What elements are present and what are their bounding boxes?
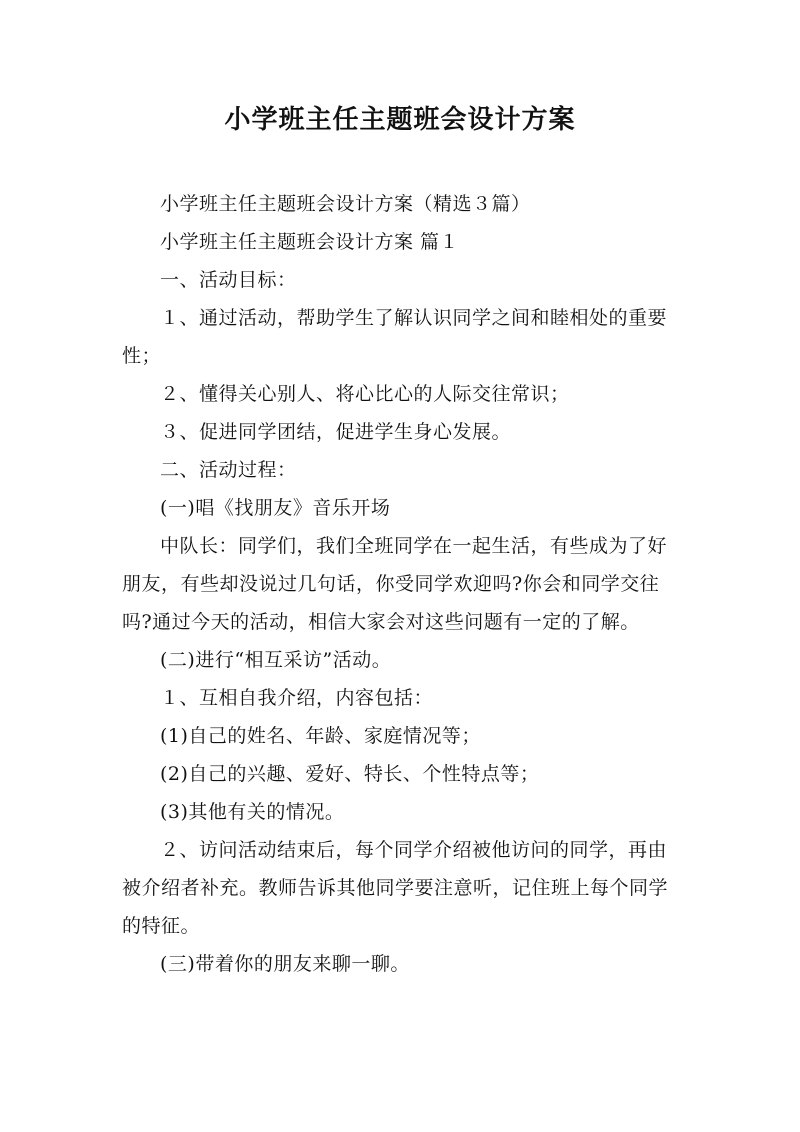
paragraph-interview-summary: ２、访问活动结束后，每个同学介绍被他访问的同学，再由被介绍者补充。教师告诉其他同学要注意听，记住班上每个同学的特征。 bbox=[122, 839, 669, 937]
paragraph-section-one-heading: 一、活动目标： bbox=[160, 269, 297, 291]
paragraph-item-2: (2)自己的兴趣、爱好、特长、个性特点等； bbox=[160, 763, 540, 785]
paragraph-step-2: (二)进行“相互采访”活动。 bbox=[160, 649, 392, 671]
paragraph-intro-title: 小学班主任主题班会设计方案（精选３篇） bbox=[160, 193, 531, 215]
document-body bbox=[122, 185, 682, 983]
paragraph-intro-contents: １、互相自我介绍，内容包括： bbox=[160, 687, 434, 709]
paragraph-article-heading: 小学班主任主题班会设计方案 篇１ bbox=[160, 231, 460, 253]
paragraph-item-1: (1)自己的姓名、年龄、家庭情况等； bbox=[160, 725, 481, 747]
paragraph-leader-speech: 中队长：同学们，我们全班同学在一起生活，有些成为了好朋友，有些却没说过几句话，你受同学欢迎吗?你会和同学交往吗?通过今天的活动，相信大家会对这些问题有一定的了解。 bbox=[122, 535, 668, 633]
paragraph-step-1: (一)唱《找朋友》音乐开场 bbox=[160, 497, 391, 519]
document-title: 小学班主任主题班会设计方案 bbox=[224, 105, 576, 135]
paragraph-item-3: (3)其他有关的情况。 bbox=[160, 801, 345, 823]
paragraph-section-two-heading: 二、活动过程： bbox=[160, 459, 297, 481]
paragraph-goal-2: ２、懂得关心别人、将心比心的人际交往常识； bbox=[160, 383, 570, 405]
paragraph-step-3: (三)带着你的朋友来聊一聊。 bbox=[160, 953, 410, 975]
paragraph-goal-3: ３、促进同学团结，促进学生身心发展。 bbox=[160, 421, 512, 443]
paragraph-goal-1: １、通过活动，帮助学生了解认识同学之间和睦相处的重要性； bbox=[122, 307, 668, 367]
